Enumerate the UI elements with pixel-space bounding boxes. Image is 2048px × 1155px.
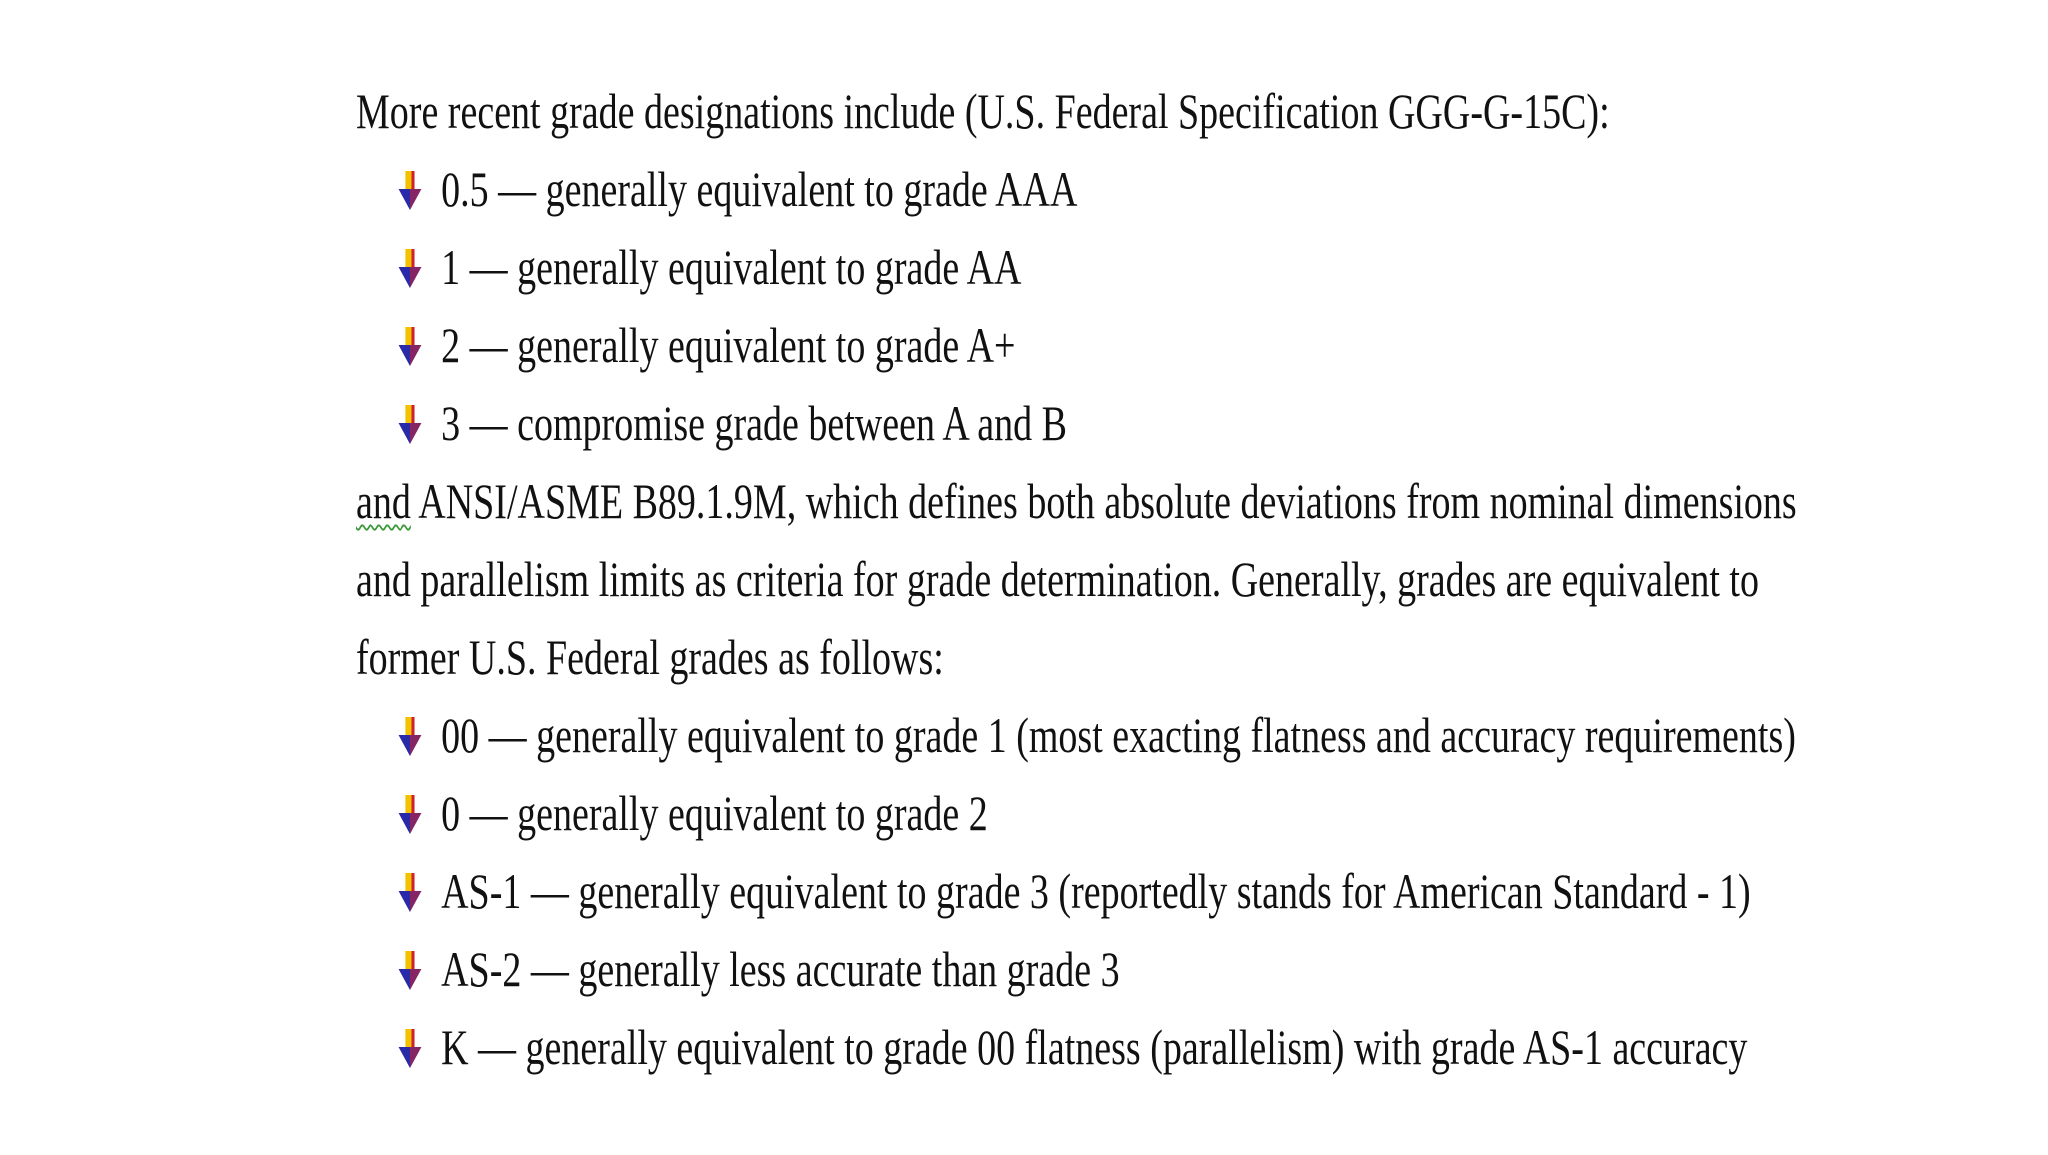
down-arrow-icon (397, 1028, 423, 1072)
list-item (356, 1008, 1815, 1086)
list-item (356, 696, 1815, 774)
list-item-text: 2 — generally equivalent to grade A+ (441, 317, 1016, 373)
list-item (356, 852, 1815, 930)
list-item (356, 774, 1815, 852)
list-item-text: AS-2 — generally less accurate than grade 3 (441, 941, 1120, 997)
down-arrow-icon (397, 716, 423, 760)
ansi-grade-list (356, 696, 1815, 1086)
middle-paragraph-line-1 (356, 462, 1815, 540)
down-arrow-icon (397, 872, 423, 916)
list-item (356, 228, 1815, 306)
down-arrow-icon (397, 248, 423, 292)
list-item-text: 0.5 — generally equivalent to grade AAA (441, 161, 1078, 217)
down-arrow-icon (397, 404, 423, 448)
down-arrow-icon (397, 170, 423, 214)
list-item (356, 150, 1815, 228)
list-item (356, 384, 1815, 462)
list-item-text: AS-1 — generally equivalent to grade 3 (reportedly stands for American Standard - 1) (441, 863, 1751, 919)
middle-line-1-text: ANSI/ASME B89.1.9M, which defines both absolute deviations from nominal dimensions (410, 473, 1797, 529)
intro-paragraph: More recent grade designations include (U.S. Federal Specification GGG-G-15C): (356, 83, 1610, 139)
list-item-text: 1 — generally equivalent to grade AA (441, 239, 1022, 295)
document-body (356, 72, 1797, 1086)
down-arrow-icon (397, 326, 423, 370)
list-item-text: K — generally equivalent to grade 00 flatness (parallelism) with grade AS-1 accuracy (441, 1019, 1748, 1075)
list-item (356, 930, 1815, 1008)
list-item-text: 00 — generally equivalent to grade 1 (most exacting flatness and accuracy requirements) (441, 707, 1796, 763)
list-item-text: 0 — generally equivalent to grade 2 (441, 785, 988, 841)
spellcheck-flagged-word[interactable]: and (356, 473, 411, 529)
down-arrow-icon (397, 794, 423, 838)
middle-paragraph-line-3: former U.S. Federal grades as follows: (356, 629, 944, 685)
list-item-text: 3 — compromise grade between A and B (441, 395, 1067, 451)
down-arrow-icon (397, 950, 423, 994)
federal-grade-list (356, 150, 1815, 462)
list-item (356, 306, 1815, 384)
middle-paragraph-line-2: and parallelism limits as criteria for grade determination. Generally, grades are equivalent to (356, 551, 1759, 607)
document-content (356, 72, 1815, 1086)
